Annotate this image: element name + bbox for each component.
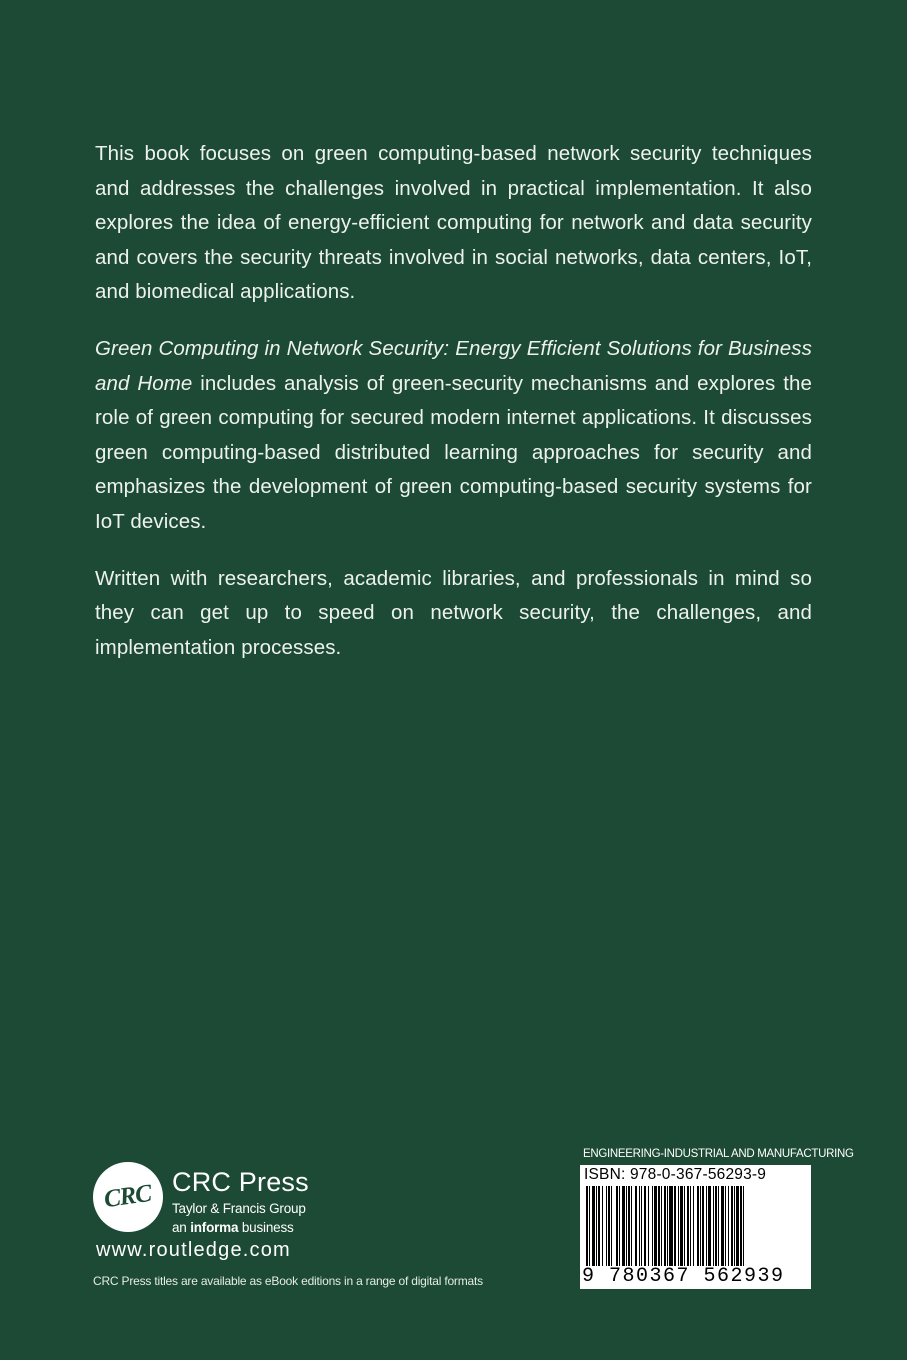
barcode-bar — [639, 1186, 640, 1266]
subject-category: ENGINEERING-INDUSTRIAL AND MANUFACTURING — [583, 1148, 854, 1160]
barcode-bar — [619, 1186, 620, 1266]
barcode-bar — [586, 1186, 588, 1266]
crc-logo-icon — [93, 1162, 163, 1232]
barcode-bar — [661, 1186, 662, 1266]
barcode-bar — [641, 1186, 642, 1266]
barcode-bar — [602, 1186, 603, 1266]
barcode-bar — [734, 1186, 735, 1266]
informa-prefix: an — [172, 1220, 187, 1235]
barcode-bar — [596, 1186, 597, 1266]
barcode-bar — [611, 1186, 612, 1266]
barcode-bar — [687, 1186, 689, 1266]
barcode-bar — [628, 1186, 630, 1266]
barcode-bar — [669, 1186, 673, 1266]
informa-brand: informa — [190, 1220, 239, 1235]
barcode-digits — [582, 1265, 808, 1288]
barcode-bar — [715, 1186, 717, 1266]
barcode-bar — [648, 1186, 649, 1266]
barcode-bar — [680, 1186, 683, 1266]
blurb-paragraph-2 — [95, 332, 812, 540]
barcode-bar — [721, 1186, 724, 1266]
barcode-digit-string: 9 780367 562939 — [582, 1265, 785, 1288]
publisher-logo-row — [93, 1162, 513, 1246]
back-cover-blurb — [95, 137, 812, 687]
barcode-bar — [728, 1186, 729, 1266]
barcode-bar — [626, 1186, 627, 1266]
barcode-bar — [654, 1186, 657, 1266]
book-title-italic: Green Computing in Network Security: Energy Efficient Solutions for Business and Home — [95, 336, 812, 395]
publisher-name: CRC Press — [172, 1167, 309, 1197]
barcode-bar — [658, 1186, 660, 1266]
publisher-website-link[interactable]: www.routledge.com — [96, 1239, 291, 1261]
barcode-bar — [700, 1186, 701, 1266]
isbn-label: ISBN: 978-0-367-56293-9 — [584, 1166, 767, 1183]
informa-line — [172, 1220, 294, 1235]
ebook-availability-note: CRC Press titles are available as eBook editions in a range of digital formats — [93, 1274, 483, 1288]
barcode-bar — [678, 1186, 679, 1266]
barcode-bar — [667, 1186, 668, 1266]
blurb-paragraph-2-text: includes analysis of green-security mechanisms and explores the role of green computing for secured modern internet applications. It discusses green computing-based distributed learning approaches for security and emphasizes the development of green computing-based security systems for IoT devices. — [95, 371, 812, 533]
barcode-bar — [684, 1186, 685, 1266]
barcode-bar — [631, 1186, 632, 1266]
informa-suffix: business — [241, 1220, 294, 1235]
barcode-bar — [713, 1186, 714, 1266]
barcode-bar — [606, 1186, 607, 1266]
barcode-bar — [725, 1186, 726, 1266]
barcode-bar — [740, 1186, 742, 1266]
barcode-bar — [622, 1186, 625, 1266]
barcode-bar — [589, 1186, 590, 1266]
publisher-block — [93, 1162, 513, 1246]
barcode-bar — [718, 1186, 719, 1266]
barcode-bar — [743, 1186, 744, 1266]
barcode-bar — [697, 1186, 699, 1266]
barcode-bar — [592, 1186, 595, 1266]
barcode-bar — [736, 1186, 739, 1266]
barcode-bar — [664, 1186, 666, 1266]
barcode-bar — [608, 1186, 610, 1266]
barcode-bar — [690, 1186, 691, 1266]
barcode-bar — [708, 1186, 711, 1266]
barcode-bar — [706, 1186, 707, 1266]
barcode-bar — [644, 1186, 646, 1266]
crc-logo-text: CRC — [102, 1179, 154, 1214]
blurb-paragraph-3: Written with researchers, academic libraries, and professionals in mind so they can get up to speed on network security, the challenges, and implementation processes. — [95, 566, 812, 659]
barcode-bar — [652, 1186, 653, 1266]
barcode-bar — [674, 1186, 676, 1266]
barcode-bar — [635, 1186, 637, 1266]
publisher-group: Taylor & Francis Group — [172, 1201, 306, 1216]
barcode-bar — [616, 1186, 618, 1266]
barcode-bar — [702, 1186, 704, 1266]
barcode-bar — [598, 1186, 600, 1266]
blurb-paragraph-1: This book focuses on green computing-based network security techniques and addresses the challenges involved in practical implementation. It also explores the idea of energy-efficient computing for network and data security and covers the security threats involved in social networks, data centers, IoT, and biomedical applications. — [95, 142, 812, 304]
isbn-barcode — [580, 1165, 811, 1289]
barcode-bar — [731, 1186, 733, 1266]
barcode-bar — [693, 1186, 694, 1266]
